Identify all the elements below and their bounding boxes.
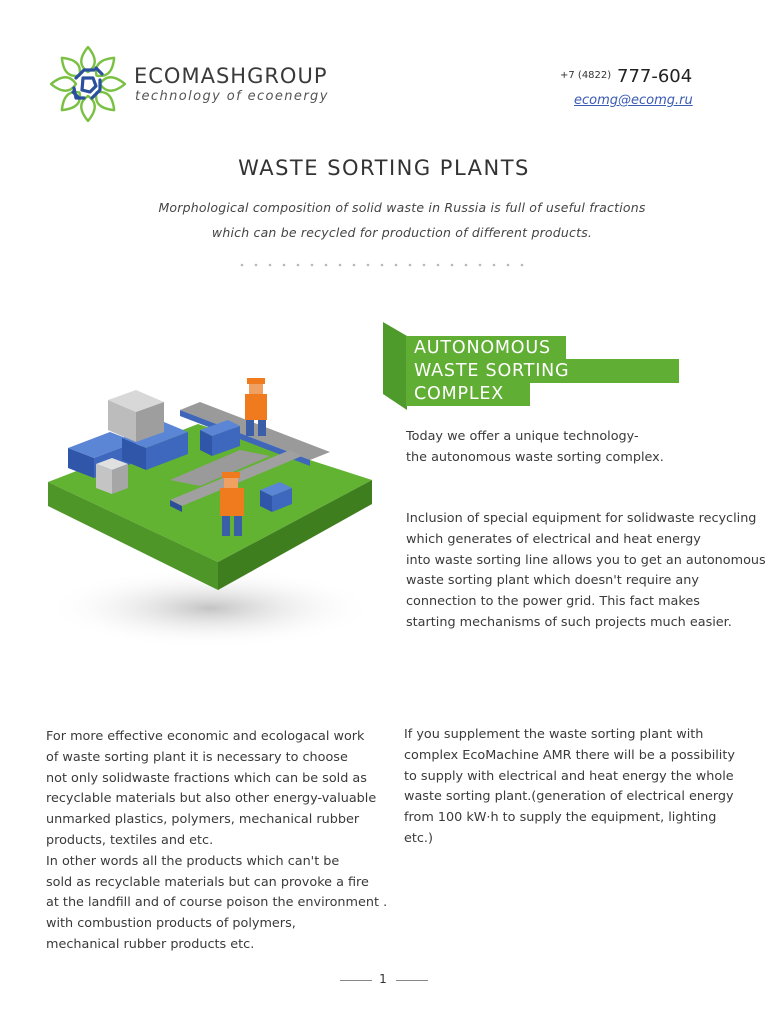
page-number: 1 [379, 972, 387, 986]
left-column-paragraph [46, 727, 387, 956]
text-line: waste sorting plant which doesn't require any [406, 573, 699, 589]
text-line: from 100 kW·h to supply the equipment, lighting [404, 810, 717, 826]
heading-line-3: COMPLEX [406, 382, 530, 406]
text-line: connection to the power grid. This fact makes [406, 594, 700, 610]
divider-dot [269, 264, 272, 267]
text-line: For more effective economic and ecologacal work [46, 729, 365, 744]
text-line: waste sorting plant.(generation of electrical energy [404, 789, 734, 805]
text-line: etc.) [404, 830, 433, 846]
text-line: to supply with electrical and heat energy the whole [404, 768, 734, 784]
text-line: at the landfill and of course poison the environment . [46, 895, 388, 911]
inclusion-paragraph [406, 509, 766, 634]
divider-dot [437, 264, 440, 267]
divider-dot [367, 264, 370, 267]
recycling-flower-logo-icon [48, 46, 128, 122]
divider-dot [381, 264, 384, 267]
brand-name: ECOMASHGROUP [134, 64, 328, 88]
dotted-divider [240, 263, 530, 267]
subtitle-line-1: Morphological composition of solid waste in Russia is full of useful fractions [158, 200, 646, 215]
text-line: Inclusion of special equipment for solidwaste recycling [406, 511, 757, 526]
text-line: with combustion products of polymers, [46, 916, 296, 932]
divider-dot [409, 264, 412, 267]
text-line: which generates of electrical and heat energy [406, 531, 701, 547]
subtitle-line-2: which can be recycled for production of different products. [211, 225, 593, 240]
text-line: not only solidwaste fractions which can be sold as [46, 770, 367, 786]
divider-dot [521, 264, 524, 267]
text-line: into waste sorting line allows you to get an autonomous [406, 552, 766, 568]
text-line: If you supplement the waste sorting plant with [404, 727, 704, 742]
text-line: unmarked plastics, polymers, mechanical rubber [46, 812, 360, 828]
page-title: WASTE SORTING PLANTS [238, 156, 530, 180]
text-line: recyclable materials but also other energy-valuable [46, 791, 377, 807]
phone-number: 777-604 [617, 66, 693, 87]
text-line: the autonomous waste sorting complex. [406, 449, 664, 465]
right-column-paragraph [404, 725, 735, 850]
divider-dot [325, 264, 328, 267]
divider-dot [353, 264, 356, 267]
divider-dot [479, 264, 482, 267]
divider-dot [395, 264, 398, 267]
heading-tab-ribbon [383, 322, 407, 410]
text-line: of waste sorting plant it is necessary to choose [46, 749, 348, 765]
text-line: complex EcoMachine AMR there will be a possibility [404, 747, 735, 763]
divider-dot [339, 264, 342, 267]
text-line: starting mechanisms of such projects much easier. [406, 614, 732, 630]
text-line: sold as recyclable materials but can provoke a fire [46, 874, 369, 890]
divider-dot [493, 264, 496, 267]
divider-dot [283, 264, 286, 267]
divider-dot [241, 264, 244, 267]
divider-dot [311, 264, 314, 267]
text-line: Today we offer a unique technology- [406, 429, 639, 444]
text-line: In other words all the products which can't be [46, 853, 340, 869]
footer-rule-left [340, 980, 372, 981]
divider-dot [255, 264, 258, 267]
divider-dot [451, 264, 454, 267]
brand-tagline: technology of ecoenergy [135, 89, 329, 104]
isometric-waste-sorting-plant-icon [40, 360, 380, 650]
divider-dot [465, 264, 468, 267]
heading-line-1: AUTONOMOUS [406, 336, 566, 360]
divider-dot [297, 264, 300, 267]
divider-dot [423, 264, 426, 267]
divider-dot [507, 264, 510, 267]
text-line: mechanical rubber products etc. [46, 936, 255, 952]
footer-rule-right [396, 980, 428, 981]
email-link[interactable]: ecomg@ecomg.ru [574, 93, 693, 108]
intro-paragraph [406, 427, 664, 469]
section-heading [406, 336, 679, 405]
phone-area-code: +7 (4822) [560, 70, 612, 81]
heading-line-2: WASTE SORTING [406, 359, 679, 383]
text-line: products, textiles and etc. [46, 832, 214, 848]
